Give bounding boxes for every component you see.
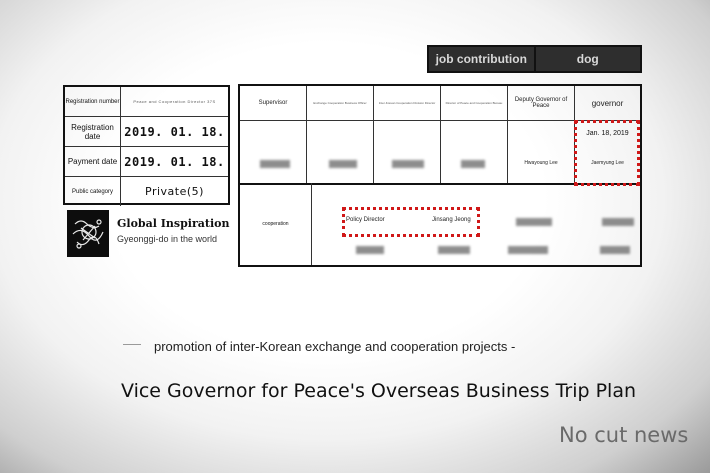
redacted-signature <box>461 160 485 168</box>
stamp-job-contribution: job contribution <box>435 52 527 66</box>
registration-date-value: 2019. 01. 18. <box>124 124 225 139</box>
governor-name: Jaemyung Lee <box>591 160 624 166</box>
header-deputy-governor: Deputy Governor of Peace <box>508 86 575 120</box>
registration-date-label: Registration date <box>65 117 121 146</box>
signature-division-director <box>374 120 441 183</box>
cooperation-label: cooperation <box>240 183 312 265</box>
redacted-signature <box>356 246 384 254</box>
cooperation-highlight-box <box>342 207 480 237</box>
governor-highlight-box <box>574 120 640 186</box>
payment-date-row <box>65 147 228 177</box>
payment-date-label: Payment date <box>65 147 121 176</box>
registration-number-value: Peace and Cooperation Director 37S <box>133 99 216 104</box>
subtitle-dash <box>123 344 141 345</box>
public-category-row <box>65 177 228 206</box>
redacted-signature <box>329 160 357 168</box>
contribution-stamp <box>427 45 642 73</box>
signature-exchange-officer <box>307 120 374 183</box>
signature-supervisor <box>240 120 307 183</box>
cooperation-name: Jinsang Jeong <box>432 217 471 223</box>
logo-title: Global Inspiration <box>117 217 230 230</box>
header-bureau-director: Director of Peace and Cooperation Bureau <box>441 86 508 120</box>
stamp-dog: dog <box>534 47 641 71</box>
governor-approval-date: Jan. 18, 2019 <box>586 130 629 137</box>
document-subtitle: promotion of inter-Korean exchange and cooperation projects - <box>154 339 516 354</box>
redacted-signature <box>438 246 470 254</box>
deputy-governor-name: Hwayoung Lee <box>524 160 558 166</box>
signature-deputy-governor <box>508 120 575 183</box>
cooperation-role: Policy Director <box>346 217 385 223</box>
redacted-signature <box>508 246 548 254</box>
public-category-value: Private(5) <box>145 185 204 198</box>
header-division-director: Inter-Korean Cooperation Division Director <box>374 86 441 120</box>
header-exchange-officer: Exchange Cooperation Business Officer <box>307 86 374 120</box>
signature-bureau-director <box>441 120 508 183</box>
redacted-signature <box>392 160 424 168</box>
public-category-label: Public category <box>65 177 121 206</box>
global-inspiration-logo <box>67 210 109 257</box>
payment-date-value: 2019. 01. 18. <box>124 154 225 169</box>
redacted-signature <box>260 160 290 168</box>
registration-number-row <box>65 87 228 117</box>
registration-number-label: Registration number <box>65 87 121 116</box>
redacted-signature <box>600 246 630 254</box>
redacted-signature <box>516 218 552 226</box>
news-watermark: No cut news <box>559 423 689 447</box>
registration-date-row <box>65 117 228 147</box>
redacted-signature <box>602 218 634 226</box>
header-governor: governor <box>591 98 624 108</box>
document-title: Vice Governor for Peace's Overseas Business Trip Plan <box>121 380 637 402</box>
approval-header-row <box>240 86 640 121</box>
approval-table <box>238 84 642 267</box>
logo-subtitle: Gyeonggi-do in the world <box>117 234 218 244</box>
registration-table <box>63 85 230 205</box>
header-supervisor: Supervisor <box>240 86 307 120</box>
